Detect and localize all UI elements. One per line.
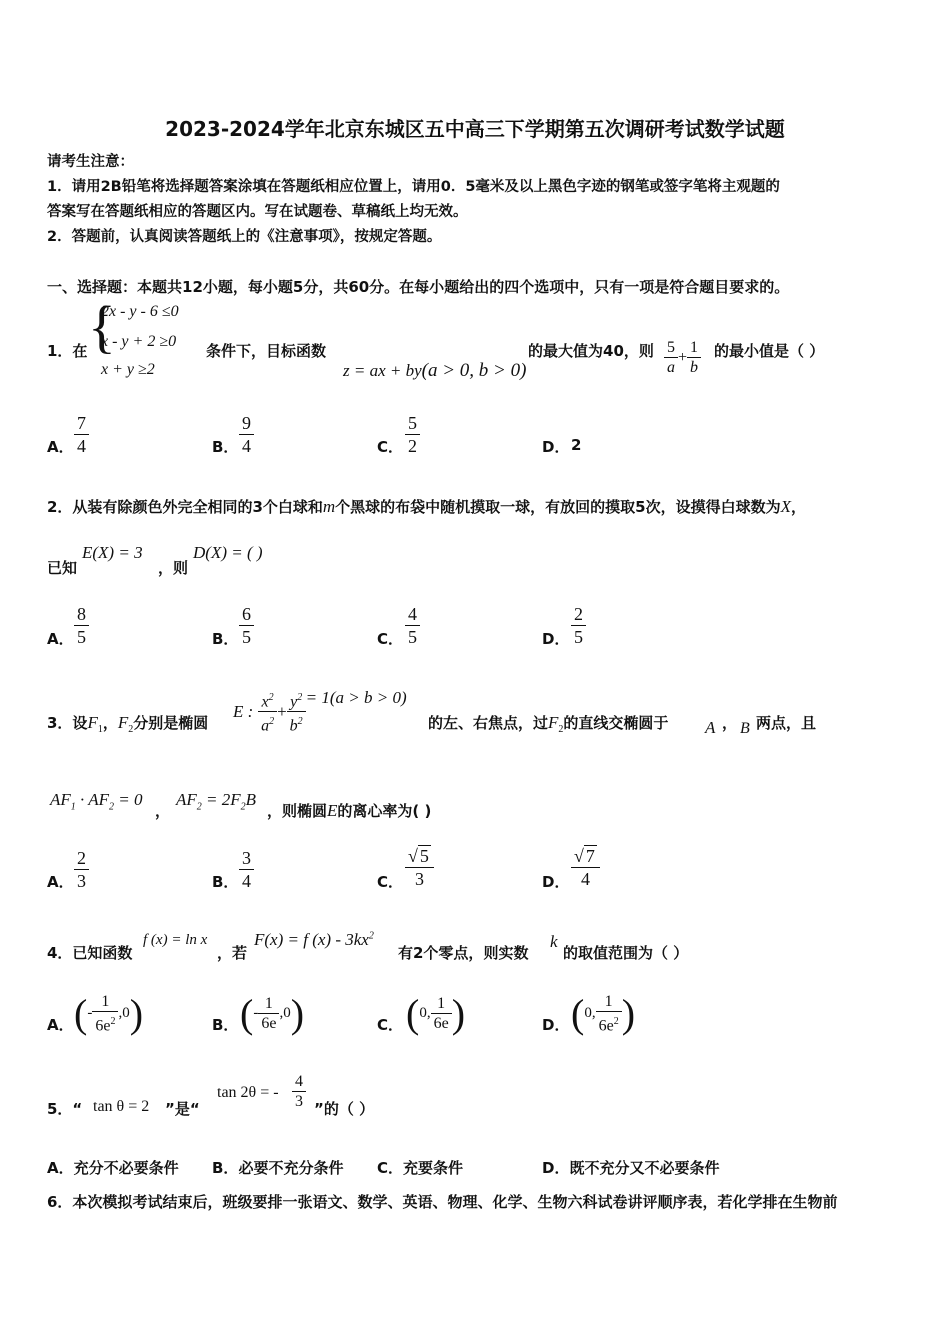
- q3-option-a-label[interactable]: A．: [47, 873, 74, 891]
- q5-fraction: $\frac{4}{3}$: [292, 1072, 306, 1111]
- q4-text-2: ，若: [217, 944, 248, 962]
- q3-option-c-value: $\frac{√ 5}{3}$: [405, 845, 434, 890]
- q1-option-b-label[interactable]: B．: [212, 438, 239, 456]
- q3-condition-1: $AF_1 \cdot AF_2 = 0$: [50, 790, 143, 813]
- q2-option-a-label[interactable]: A．: [47, 630, 74, 648]
- q2-option-b-value: $\frac{6}{5}$: [239, 603, 254, 648]
- q4-option-b-label[interactable]: B．: [212, 1016, 239, 1034]
- q5-option-d[interactable]: D．既不充分又不必要条件: [542, 1159, 720, 1177]
- q1-mid-text: 条件下，目标函数: [206, 342, 327, 360]
- q1-frac-1: $\frac{5}{a}$: [664, 338, 678, 377]
- q4-text-1: 4．已知函数: [47, 944, 133, 962]
- q3-text-1: 3．设$F_1$，$F_2$分别是椭圆: [47, 713, 209, 735]
- q1-option-c-label[interactable]: C．: [377, 438, 404, 456]
- q1-constraint-2: x - y + 2 ≥0: [101, 333, 177, 350]
- q2-option-c-label[interactable]: C．: [377, 630, 404, 648]
- notice-line-1: 1．请用2B铅笔将选择题答案涂填在答题纸相应位置上，请用0．5毫米及以上黑色字迹的钢笔或签字笔将主观题的: [47, 179, 780, 195]
- q3-text-3: 两点，且: [756, 714, 817, 732]
- q1-constraint-1: 2x - y - 6 ≤0: [101, 303, 179, 320]
- q5-condition-2: tan 2θ = -: [217, 1084, 279, 1101]
- q1-constraint-3: x + y ≥2: [101, 361, 155, 378]
- q4-option-d-value: (0, $\frac{1}{6e^2}$ ): [571, 991, 636, 1036]
- q3-condition-2: $AF_2 = 2F_2B$: [176, 790, 257, 813]
- q4-option-b-value: (- $\frac{1}{6e}$ ,0): [240, 991, 305, 1036]
- q1-expression: $\frac{5}{a}$ + $\frac{1}{b}$: [664, 338, 701, 377]
- section-choice-header: 一、选择题：本题共12小题，每小题5分，共60分。在每小题给出的四个选项中，只有一项是符合题目要求的。: [47, 278, 790, 296]
- q4-option-c-label[interactable]: C．: [377, 1016, 404, 1034]
- q5-option-b[interactable]: B．必要不充分条件: [212, 1159, 344, 1177]
- q5-option-a[interactable]: A．充分不必要条件: [47, 1159, 179, 1177]
- q3-option-d-value: $\frac{√ 7}{4}$: [571, 845, 600, 890]
- q2-option-a-value: $\frac{8}{5}$: [74, 603, 89, 648]
- notice-heading: 请考生注意：: [47, 154, 134, 170]
- notice-line-3: 2．答题前，认真阅读答题纸上的《注意事项》，按规定答题。: [47, 229, 442, 245]
- q4-option-a-label[interactable]: A．: [47, 1016, 74, 1034]
- q2-given: 已知: [47, 559, 78, 577]
- q3-point-a: A: [705, 718, 716, 737]
- q1-objective: z = ax + by(a > 0, b > 0): [343, 360, 527, 381]
- q5-text-2: ”是“: [165, 1100, 200, 1118]
- q4-variable-k: k: [550, 932, 558, 951]
- q3-option-b-label[interactable]: B．: [212, 873, 239, 891]
- q4-option-c-value: (0, $\frac{1}{6e}$ ): [406, 991, 466, 1036]
- q4-function-F: F(x) = f $(x) - 3kx^2$: [254, 930, 374, 949]
- q3-option-a-value: $\frac{2}{3}$: [74, 847, 89, 892]
- q1-text-2: 的最大值为40，则: [528, 342, 654, 360]
- q1-option-a-value: $\frac{7}{4}$: [74, 412, 89, 457]
- q2-text-1: 2．从装有除颜色外完全相同的3个白球和m个黑球的布袋中随机摸取一球，有放回的摸取5次，设摸得白球数为X，: [47, 497, 807, 516]
- q2-expectation: E(X) = 3: [82, 543, 143, 562]
- q1-prefix: 1．在: [47, 342, 88, 360]
- q2-option-d-value: $\frac{2}{5}$: [571, 603, 586, 648]
- q1-frac-2: $\frac{1}{b}$: [687, 338, 701, 377]
- q3-option-c-label[interactable]: C．: [377, 873, 404, 891]
- q1-option-c-value: $\frac{5}{2}$: [405, 412, 420, 457]
- q3-ellipse-equation: E : $\frac{x^2}{a^2}$ + $\frac{y^2}{b^2}$ = 1(a > b > 0): [233, 688, 407, 735]
- q6-text: 6．本次模拟考试结束后，班级要排一张语文、数学、英语、物理、化学、生物六科试卷讲评顺序表，若化学排在生物前: [47, 1193, 838, 1211]
- q3-comma: ，: [155, 802, 171, 820]
- q4-option-d-label[interactable]: D．: [542, 1016, 570, 1034]
- q1-text-3: 的最小值是（ ）: [714, 342, 825, 360]
- q5-option-c[interactable]: C．充要条件: [377, 1159, 464, 1177]
- q3-text-2: 的左、右焦点，过$F_2$的直线交椭圆于: [428, 713, 669, 735]
- q4-option-a-value: (- $\frac{1}{6e^2}$ ,0): [74, 991, 144, 1036]
- q4-function-f: f (x) = ln x: [143, 932, 208, 948]
- q5-condition-1: tan θ = 2: [93, 1098, 150, 1115]
- notice-line-2: 答案写在答题纸相应的答题区内。写在试题卷、草稿纸上均无效。: [47, 204, 468, 220]
- q1-option-d-value: 2: [571, 436, 582, 454]
- q1-option-a-label[interactable]: A．: [47, 438, 74, 456]
- q3-option-b-value: $\frac{3}{4}$: [239, 847, 254, 892]
- q5-text-3: ”的（ ）: [314, 1100, 375, 1118]
- q1-option-d-label[interactable]: D．: [542, 438, 570, 456]
- q3-point-b: B: [740, 720, 750, 737]
- q3-text-4: ，则椭圆E的离心率为( ): [267, 801, 432, 820]
- q5-text-1: 5．“: [47, 1100, 83, 1118]
- q4-text-3: 有2个零点，则实数: [398, 944, 529, 962]
- q2-option-c-value: $\frac{4}{5}$: [405, 603, 420, 648]
- q1-brace: {: [88, 294, 116, 359]
- q2-option-d-label[interactable]: D．: [542, 630, 570, 648]
- q4-text-4: 的取值范围为（ ）: [563, 944, 689, 962]
- page-title: 2023-2024学年北京东城区五中高三下学期第五次调研考试数学试题: [165, 117, 785, 141]
- q2-option-b-label[interactable]: B．: [212, 630, 239, 648]
- q2-then: ，则: [158, 559, 189, 577]
- q3-option-d-label[interactable]: D．: [542, 873, 570, 891]
- q2-variance: D(X) = ( ): [193, 543, 263, 562]
- q3-sep: ，: [722, 714, 738, 732]
- q1-option-b-value: $\frac{9}{4}$: [239, 412, 254, 457]
